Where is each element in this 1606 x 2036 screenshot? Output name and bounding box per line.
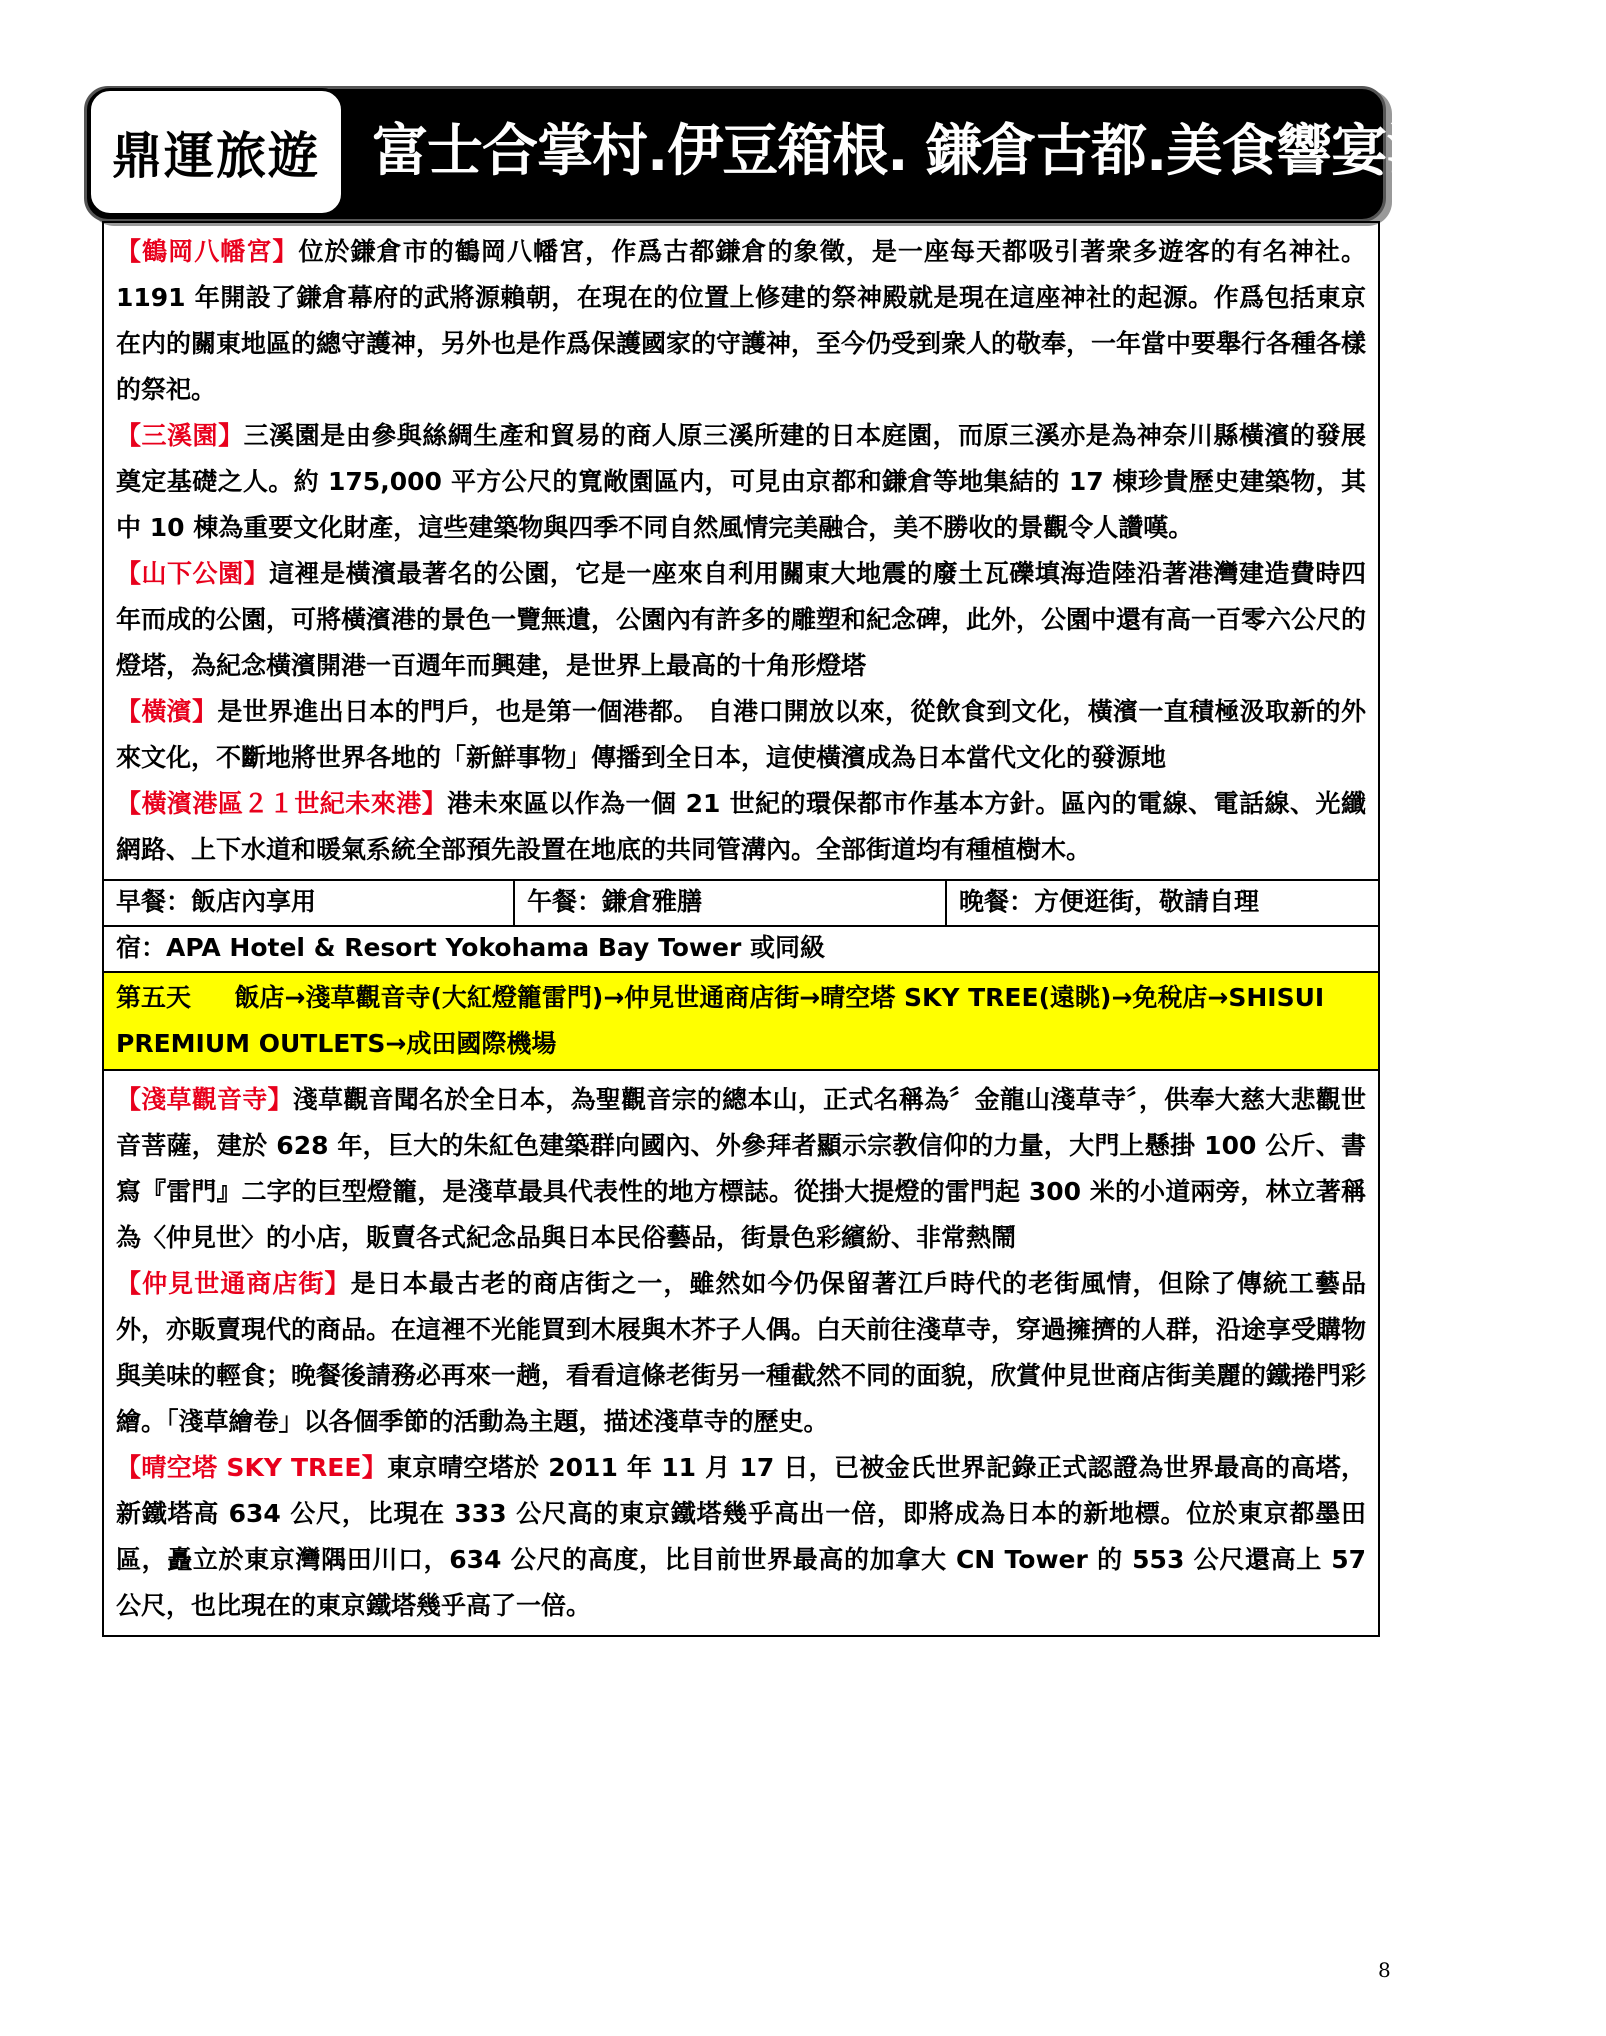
attraction-paragraph <box>116 781 1366 873</box>
attraction-text: 三溪園是由參與絲綢生產和貿易的商人原三溪所建的日本庭園，而原三溪亦是為神奈川縣橫濱的發展奠定基礎之人。約 175,000 平方公尺的寬敞園區内，可見由京都和鎌倉等地集結的 17 棟珍貴歷史建築物，其中 10 棟為重要文化財產，這些建築物與四季不同自然風情完美融合，美不勝收的景觀令人讚嘆。 <box>116 421 1366 542</box>
day-route: 飯店→淺草觀音寺(大紅燈籠雷門)→仲見世通商店街→晴空塔 SKY TREE(遠眺)→免稅店→SHISUI PREMIUM OUTLETS→成田國際機場 <box>116 983 1325 1058</box>
lunch-cell: 午餐：鎌倉雅膳 <box>515 881 947 925</box>
dinner-cell: 晚餐：方便逛街，敬請自理 <box>959 887 1260 916</box>
attraction-text: 東京晴空塔於 2011 年 11 月 17 日，已被金氏世界記錄正式認證為世界最高的高塔，新鐵塔高 634 公尺，比現在 333 公尺高的東京鐵塔幾乎高出一倍，即將成為日本的新地標。位於東京都墨田區，矗立於東京灣隅田川口，634 公尺的高度，比目前世界最高的加拿大 CN Tower 的 553 公尺還高上 57 公尺，也比現在的東京鐵塔幾乎高了一倍。 <box>116 1453 1366 1620</box>
breakfast-cell: 早餐：飯店內享用 <box>104 881 515 925</box>
attraction-text: 港未來區以作為一個 21 世紀的環保都市作基本方針。區內的電線、電話線、光纖網路、上下水道和暖氣系統全部預先設置在地底的共同管溝內。全部街道均有種植樹木。 <box>116 789 1366 864</box>
attraction-text: 位於鎌倉市的鶴岡八幡宮，作爲古都鎌倉的象徵，是一座每天都吸引著衆多遊客的有名神社。1191 年開設了鎌倉幕府的武將源賴朝，在現在的位置上修建的祭神殿就是現在這座神社的起源。作爲包括東京在内的關東地區的總守護神，另外也是作爲保護國家的守護神，至今仍受到衆人的敬奉，一年當中要舉行各種各樣的祭祀。 <box>116 237 1367 404</box>
day5-descriptions <box>104 1069 1378 1635</box>
tour-title: 富士合掌村.伊豆箱根. 鎌倉古都.美食響宴溫泉五日 <box>372 119 1606 184</box>
attraction-tag: 【橫濱】 <box>116 697 218 726</box>
attraction-paragraph <box>116 551 1366 689</box>
attraction-tag: 【仲見世通商店街】 <box>116 1269 351 1298</box>
attraction-paragraph <box>116 1077 1366 1261</box>
attraction-text: 這裡是橫濱最著名的公園，它是一座來自利用關東大地震的廢土瓦礫填海造陸沿著港灣建造費時四年而成的公園，可將橫濱港的景色一覽無遺，公園內有許多的雕塑和紀念碑，此外，公園中還有高一百零六公尺的燈塔，為紀念橫濱開港一百週年而興建，是世界上最高的十角形燈塔 <box>116 559 1367 680</box>
day-label: 第五天 <box>116 983 192 1012</box>
attraction-tag: 【山下公園】 <box>116 559 270 588</box>
hotel-row: 宿：APA Hotel & Resort Yokohama Bay Tower 或同級 <box>104 925 1378 971</box>
attraction-paragraph <box>116 229 1366 413</box>
attraction-tag: 【橫濱港區２１世紀未來港】 <box>116 789 448 818</box>
brand-name: 鼎運旅遊 <box>112 127 320 185</box>
attraction-text: 淺草觀音聞名於全日本，為聖觀音宗的總本山，正式名稱為〞金龍山淺草寺〞，供奉大慈大悲觀世音菩薩，建於 628 年，巨大的朱紅色建築群向國內、外參拜者顯示宗教信仰的力量，大門上懸掛 100 公斤、書寫『雷門』二字的巨型燈籠，是淺草最具代表性的地方標誌。從掛大提燈的雷門起 300 米的小道兩旁，林立著稱為〈仲見世〉的小店，販賣各式紀念品與日本民俗藝品，街景色彩繽紛、非常熱鬧 <box>116 1085 1366 1252</box>
day5-route-row <box>104 971 1378 1069</box>
attraction-tag: 【三溪園】 <box>116 421 244 450</box>
attraction-tag: 【晴空塔 SKY TREE】 <box>116 1453 388 1482</box>
attraction-tag: 【鶴岡八幡宮】 <box>116 237 299 266</box>
attraction-paragraph <box>116 413 1366 551</box>
attraction-text: 是世界進出日本的門戶，也是第一個港都。 自港口開放以來，從飲食到文化，橫濱一直積極汲取新的外來文化，不斷地將世界各地的「新鮮事物」傳播到全日本，這使橫濱成為日本當代文化的發源地 <box>116 697 1366 772</box>
attraction-paragraph <box>116 1445 1366 1629</box>
meals-row <box>104 879 1378 925</box>
day4-descriptions <box>104 223 1378 879</box>
page-number: 8 <box>1378 1958 1391 1982</box>
attraction-paragraph <box>116 689 1366 781</box>
brand-logo-box <box>88 88 344 216</box>
attraction-tag: 【淺草觀音寺】 <box>116 1085 293 1114</box>
attraction-text: 是日本最古老的商店街之一，雖然如今仍保留著江戶時代的老街風情，但除了傳統工藝品外，亦販賣現代的商品。在這裡不光能買到木屐與木芥子人偶。白天前往淺草寺，穿過擁擠的人群，沿途享受購物與美味的輕食；晚餐後請務必再來一趟，看看這條老街另一種截然不同的面貌，欣賞仲見世商店街美麗的鐵捲門彩繪。「淺草繪卷」以各個季節的活動為主題，描述淺草寺的歷史。 <box>116 1269 1367 1436</box>
itinerary-frame <box>102 221 1380 1637</box>
attraction-paragraph <box>116 1261 1366 1445</box>
